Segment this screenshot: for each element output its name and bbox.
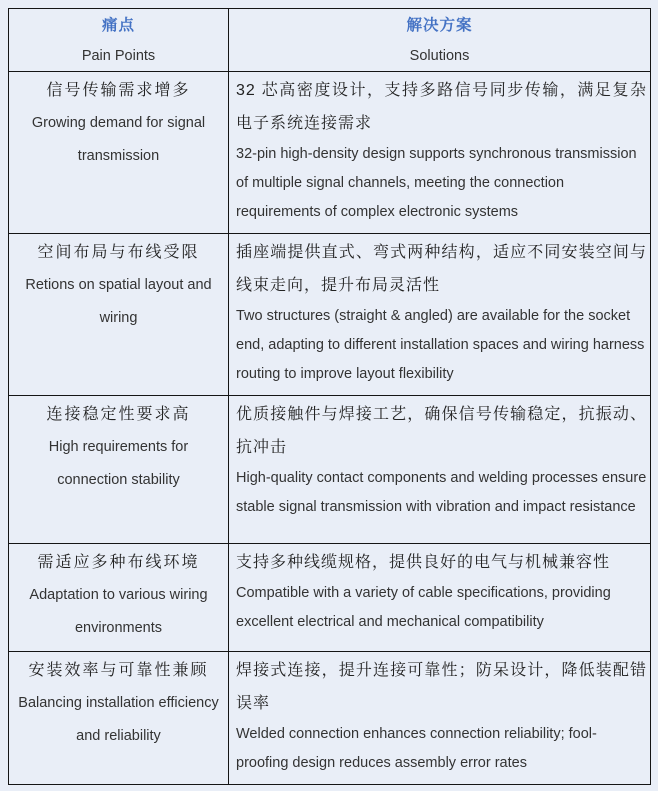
pain-text-zh: 信号传输需求增多 bbox=[46, 82, 191, 99]
solution-cell bbox=[229, 234, 651, 396]
solution-text-zh: 插座端提供直式、弯式两种结构，适应不同安装空间与线束走向，提升布局灵活性 bbox=[236, 244, 647, 294]
pain-cell bbox=[9, 234, 229, 396]
table-header-row bbox=[9, 9, 651, 72]
table-row bbox=[9, 544, 651, 652]
pain-text-en: Balancing installation efficiency and reliability bbox=[18, 695, 219, 744]
pain-points-solutions-table bbox=[8, 8, 651, 785]
table-row bbox=[9, 72, 651, 234]
solution-text-zh: 优质接触件与焊接工艺，确保信号传输稳定，抗振动、抗冲击 bbox=[236, 406, 647, 456]
solution-text-zh: 32 芯高密度设计，支持多路信号同步传输，满足复杂电子系统连接需求 bbox=[236, 82, 647, 132]
pain-text-en: Growing demand for signal transmission bbox=[31, 115, 206, 164]
pain-text-en: Adaptation to various wiring environments bbox=[29, 587, 208, 636]
header-solutions bbox=[229, 9, 651, 72]
solution-cell bbox=[229, 544, 651, 652]
header-pain-points bbox=[9, 9, 229, 72]
solution-text-en: 32-pin high-density design supports synchronous transmission of multiple signal channels, meeting the connection requirements of complex electronic systems bbox=[236, 146, 637, 220]
pain-text-zh: 需适应多种布线环境 bbox=[37, 554, 200, 571]
solution-text-en: High-quality contact components and welding processes ensure stable signal transmission with vibration and impact resistance bbox=[236, 470, 647, 515]
table-row bbox=[9, 652, 651, 785]
pain-text-en: High requirements for connection stability bbox=[48, 439, 189, 488]
pain-cell bbox=[9, 652, 229, 785]
solution-text-en: Welded connection enhances connection reliability; fool-proofing design reduces assembly error rates bbox=[236, 726, 597, 771]
header-solutions-en: Solutions bbox=[409, 48, 470, 64]
solution-text-en: Compatible with a variety of cable specifications, providing excellent electrical and mechanical compatibility bbox=[236, 585, 611, 630]
table-row bbox=[9, 396, 651, 544]
solution-cell bbox=[229, 396, 651, 544]
pain-cell bbox=[9, 396, 229, 544]
solution-text-zh: 支持多种线缆规格，提供良好的电气与机械兼容性 bbox=[236, 554, 611, 571]
pain-text-zh: 空间布局与布线受限 bbox=[37, 244, 200, 261]
solution-text-zh: 焊接式连接，提升连接可靠性；防呆设计，降低装配错误率 bbox=[236, 662, 647, 712]
header-solutions-zh: 解决方案 bbox=[406, 17, 473, 34]
header-pain-points-en: Pain Points bbox=[81, 48, 156, 64]
pain-text-zh: 连接稳定性要求高 bbox=[46, 406, 191, 423]
pain-text-zh: 安装效率与可靠性兼顾 bbox=[28, 662, 209, 679]
solution-cell bbox=[229, 652, 651, 785]
pain-cell bbox=[9, 72, 229, 234]
solution-text-en: Two structures (straight & angled) are available for the socket end, adapting to different installation spaces and wiring harness routing to improve layout flexibility bbox=[236, 308, 645, 382]
solution-cell bbox=[229, 72, 651, 234]
header-pain-points-zh: 痛点 bbox=[101, 17, 135, 34]
pain-cell bbox=[9, 544, 229, 652]
pain-text-en: Retions on spatial layout and wiring bbox=[25, 277, 212, 326]
table-row bbox=[9, 234, 651, 396]
